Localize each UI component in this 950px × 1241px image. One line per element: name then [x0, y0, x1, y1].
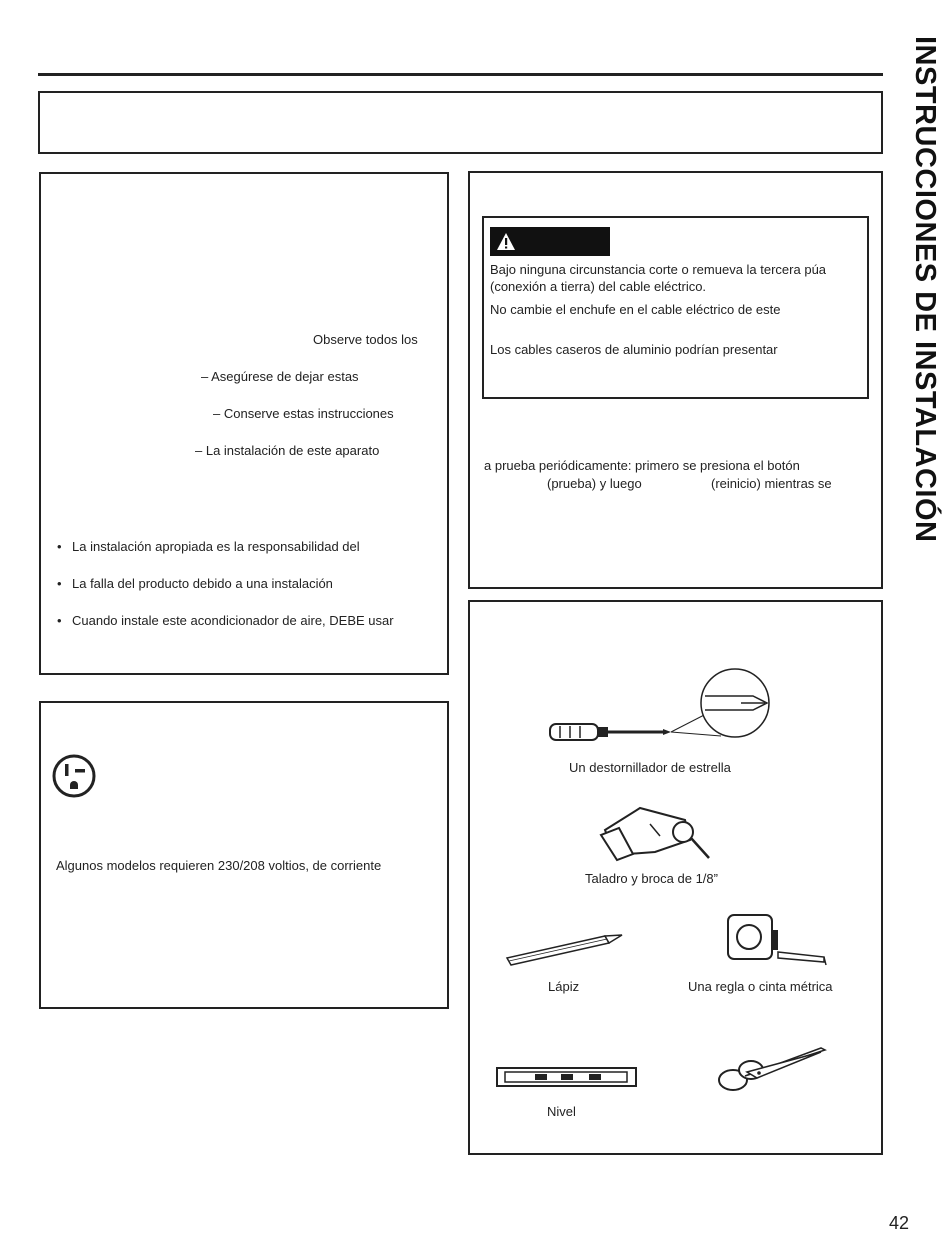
scissors-icon [713, 1042, 828, 1097]
side-title [905, 36, 945, 596]
electrical-warning-section [468, 171, 883, 589]
drill-label: Taladro y broca de 1/8” [585, 871, 718, 886]
read-first-box [39, 172, 449, 675]
drill-icon [595, 800, 715, 862]
bullet-item-1: • La instalación apropiada es la responsabilidad del [72, 538, 360, 555]
read-line-3: – Conserve estas instrucciones [213, 406, 394, 421]
test-text-1: a prueba periódicamente: primero se presiona el botón [484, 458, 800, 473]
screwdriver-label: Un destornillador de estrella [569, 760, 731, 775]
test-text-2a: (prueba) y luego [547, 476, 642, 491]
electrical-box [39, 701, 449, 1009]
level-icon [495, 1064, 640, 1090]
tape-measure-label: Una regla o cinta métrica [688, 979, 833, 994]
warning-text-2: No cambie el enchufe en el cable eléctrico de este [490, 302, 781, 317]
top-rule [38, 73, 883, 76]
side-title-text: INSTRUCCIONES DE INSTALACIÓN [909, 36, 941, 543]
warning-text-1: Bajo ninguna circunstancia corte o remueva la tercera púa (conexión a tierra) del cable eléctrico. [490, 262, 827, 294]
tape-measure-icon [720, 912, 835, 968]
read-line-4: – La instalación de este aparato [195, 443, 380, 458]
warning-triangle-icon [496, 232, 516, 251]
pencil-icon [505, 932, 625, 967]
electrical-text: Algunos modelos requieren 230/208 voltios, de corriente [56, 858, 382, 873]
header-box [38, 91, 883, 154]
read-line-1: Observe todos los [313, 332, 418, 347]
read-line-2: – Asegúrese de dejar estas [201, 369, 359, 384]
tools-box [468, 600, 883, 1155]
warning-box [482, 216, 869, 399]
bullet-item-2: • La falla del producto debido a una instalación [72, 575, 333, 592]
outlet-icon [51, 753, 97, 799]
level-label: Nivel [547, 1104, 576, 1119]
warning-bar [490, 227, 610, 256]
page-number: 42 [889, 1213, 910, 1233]
screwdriver-icon [545, 666, 780, 766]
test-text-2b: (reinicio) mientras se [711, 476, 832, 491]
warning-text-3: Los cables caseros de aluminio podrían presentar [490, 342, 778, 357]
pencil-label: Lápiz [548, 979, 580, 994]
bullet-item-3: • Cuando instale este acondicionador de aire, DEBE usar [72, 612, 394, 629]
